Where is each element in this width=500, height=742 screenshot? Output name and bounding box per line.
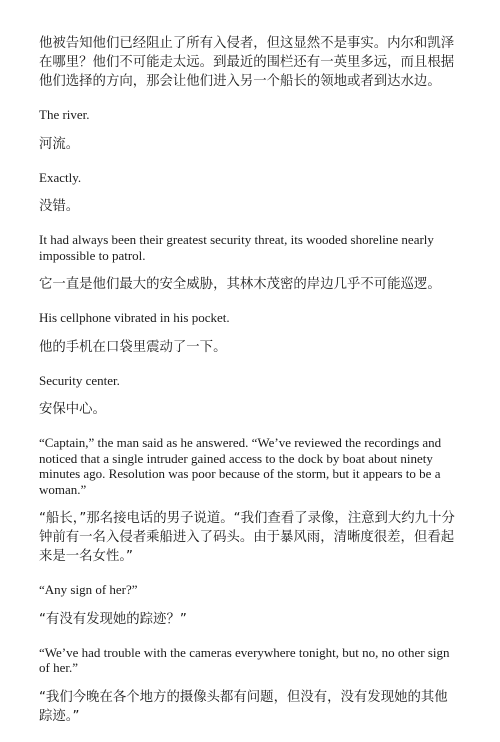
paragraph-zh: “船长，”那名接电话的男子说道。“我们查看了录像，注意到大约九十分钟前有一名入侵者乘船进入了码头。由于暴风雨，清晰度很差，但看起来是一名女性。” (39, 511, 455, 564)
paragraph-zh: 他被告知他们已经阻止了所有入侵者，但这显然不是事实。内尔和凯泽在哪里？他们不可能走太远。到最近的围栏还有一英里多远，而且根据他们选择的方向，那会让他们进入另一个船长的领地或者到达水边。 (39, 36, 455, 89)
paragraph-zh: “有没有发现她的踪迹？” (39, 611, 187, 627)
paragraph-en: Exactly. (39, 169, 82, 185)
paragraph-zh: 它一直是他们最大的安全威胁，其林木茂密的岸边几乎不可能巡逻。 (39, 277, 441, 292)
paragraph-en: “Any sign of her?” (39, 582, 138, 597)
paragraph-en: The river. (39, 107, 90, 122)
paragraph-en: “We’ve had trouble with the cameras everywhere tonight, but no, no other sign of her.” (39, 644, 450, 675)
paragraph-zh: 安保中心。 (39, 402, 106, 417)
paragraph-zh: 河流。 (39, 136, 80, 152)
paragraph-zh: 他的手机在口袋里震动了一下。 (39, 339, 227, 355)
paragraph-zh: “我们今晚在各个地方的摄像头都有问题，但没有，没有发现她的其他踪迹。” (39, 689, 448, 724)
paragraph-en: It had always been their greatest security threat, its wooded shoreline nearly impossible to patrol. (39, 232, 434, 263)
paragraph-en: His cellphone vibrated in his pocket. (39, 310, 230, 325)
paragraph-en: Security center. (39, 372, 120, 388)
document-page (39, 34, 459, 742)
paragraph-zh: 没错。 (39, 199, 80, 214)
paragraph-en: “Captain,” the man said as he answered. “We’ve reviewed the recordings and noticed that a single intruder gained access to the dock by boat about ninety minutes ago. Resolution was poor because of the storm, but it appears to be a woman.” (39, 435, 442, 497)
